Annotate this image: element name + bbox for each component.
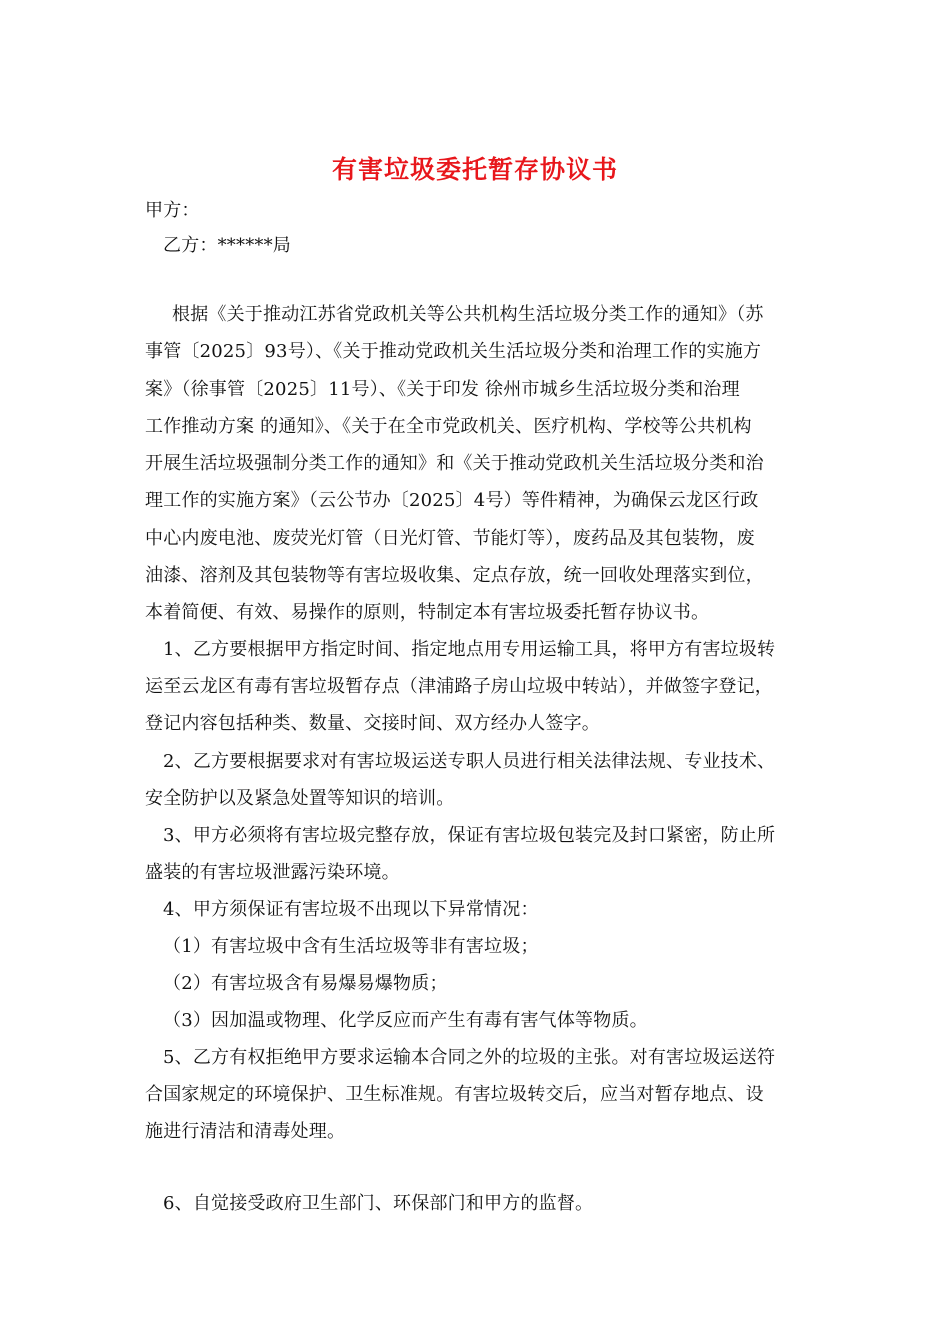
clause-line: 施进行清洁和清毒处理。	[145, 1121, 346, 1142]
paragraph-line: 事管〔2025〕93号）、《关于推动党政机关生活垃圾分类和治理工作的实施方	[145, 341, 762, 362]
clause-line: 1、乙方要根据甲方指定时间、指定地点用专用运输工具，将甲方有害垃圾转	[163, 639, 776, 660]
paragraph-line: 理工作的实施方案》（云公节办〔2025〕4号）等件精神，为确保云龙区行政	[145, 490, 759, 511]
clause-line: 2、乙方要根据要求对有害垃圾运送专职人员进行相关法律法规、专业技术、	[163, 751, 776, 772]
clause-line: 4、甲方须保证有害垃圾不出现以下异常情况：	[163, 899, 539, 920]
clause-line: 盛装的有害垃圾泄露污染环境。	[145, 862, 400, 883]
paragraph-line: 本着简便、有效、易操作的原则，特制定本有害垃圾委托暂存协议书。	[145, 602, 710, 623]
paragraph-line: 油漆、溶剂及其包装物等有害垃圾收集、定点存放，统一回收处理落实到位，	[145, 565, 764, 586]
clause-line: 安全防护以及紧急处置等知识的培训。	[145, 788, 455, 809]
paragraph-line: 工作推动方案 的通知》、《关于在全市党政机关、医疗机构、学校等公共机构	[145, 416, 752, 437]
clause-line: 3、甲方必须将有害垃圾完整存放，保证有害垃圾包装完及封口紧密，防止所	[163, 825, 776, 846]
sub-clause-line: （1）有害垃圾中含有生活垃圾等非有害垃圾；	[163, 936, 539, 957]
clause-line: 合国家规定的环境保护、卫生标准规。有害垃圾转交后，应当对暂存地点、设	[145, 1084, 764, 1105]
sub-clause-line: （3）因加温或物理、化学反应而产生有毒有害气体等物质。	[163, 1010, 648, 1031]
paragraph-line: 案》（徐事管〔2025〕11号）、《关于印发 徐州市城乡生活垃圾分类和治理	[145, 379, 740, 400]
paragraph-line: 开展生活垃圾强制分类工作的通知》和《关于推动党政机关生活垃圾分类和治	[145, 453, 764, 474]
paragraph-line: 中心内废电池、废荧光灯管（日光灯管、节能灯等），废药品及其包装物，废	[145, 528, 755, 549]
document-title: 有害垃圾委托暂存协议书	[331, 155, 618, 184]
party-a-label: 甲方：	[145, 200, 200, 221]
clause-line: 运至云龙区有毒有害垃圾暂存点（津浦路子房山垃圾中转站），并做签字登记，	[145, 676, 773, 697]
clause-line: 6、自觉接受政府卫生部门、环保部门和甲方的监督。	[163, 1193, 594, 1214]
clause-line: 登记内容包括种类、数量、交接时间、双方经办人签字。	[145, 713, 600, 734]
paragraph-line: 根据《关于推动江苏省党政机关等公共机构生活垃圾分类工作的通知》（苏	[172, 304, 764, 325]
party-b-label: 乙方：******局	[163, 235, 291, 256]
sub-clause-line: （2）有害垃圾含有易爆易爆物质；	[163, 973, 448, 994]
clause-line: 5、乙方有权拒绝甲方要求运输本合同之外的垃圾的主张。对有害垃圾运送符	[163, 1047, 776, 1068]
